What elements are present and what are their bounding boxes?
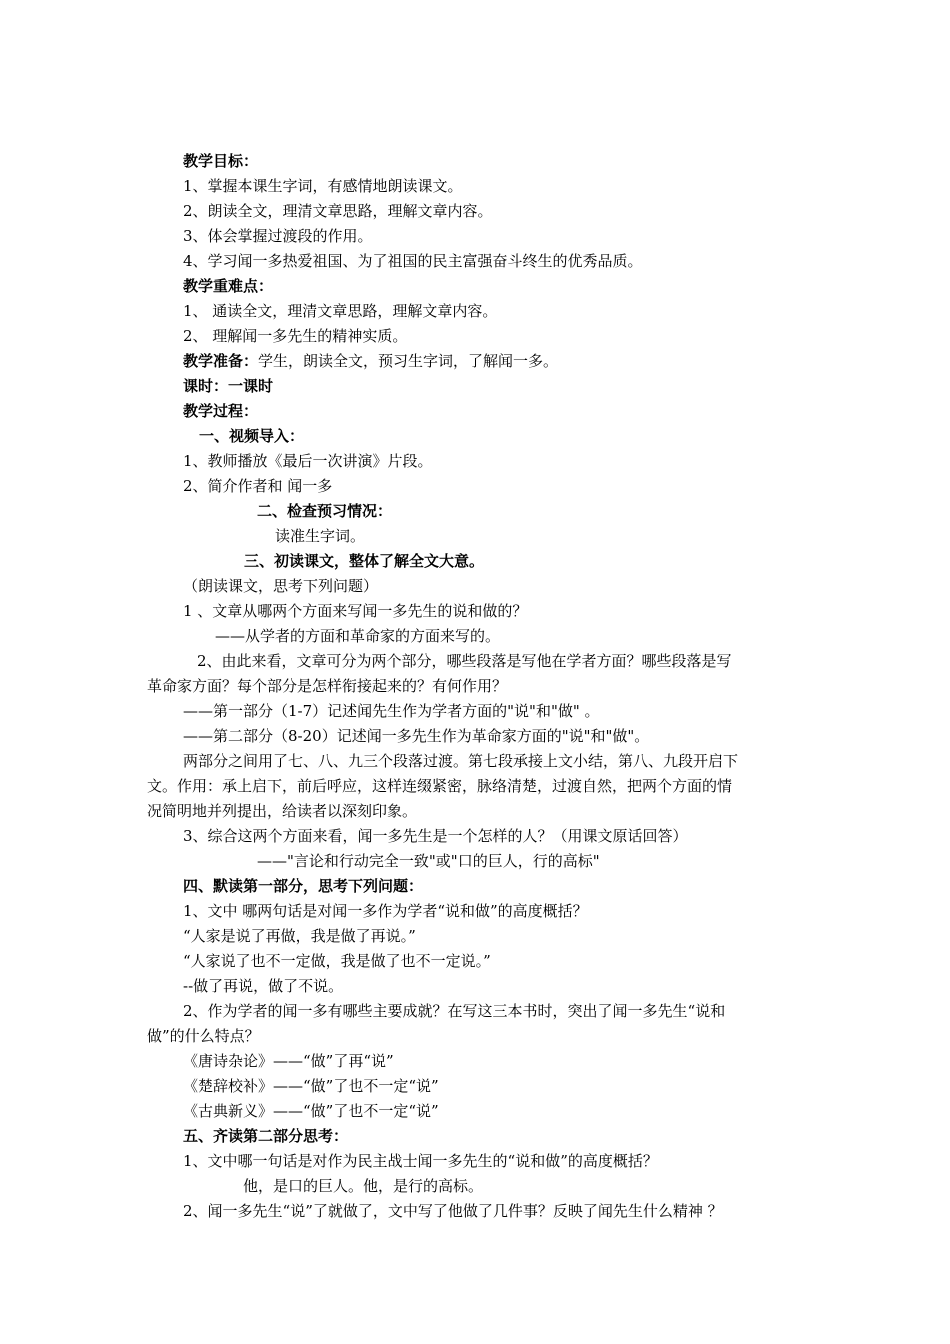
preparation-label: 教学准备： (183, 352, 259, 370)
question-line: 3、综合这两个方面来看，闻一多先生是一个怎样的人？（用课文原话回答） (183, 827, 688, 845)
section-heading-3: 三、初读课文，整体了解全文大意。 (244, 552, 485, 570)
answer-line: --做了再说，做了不说。 (183, 977, 344, 995)
question-line: 2、闻一多先生“说”了就做了，文中写了他做了几件事？反映了闻先生什么精神 ？ (183, 1202, 723, 1220)
answer-line: “人家说了也不一定做，我是做了也不一定说。” (183, 952, 491, 970)
objective-item: 4、学习闻一多热爱祖国、为了祖国的民主富强奋斗终生的优秀品质。 (183, 252, 643, 270)
objectives-heading: 教学目标： (183, 152, 259, 170)
key-points-heading: 教学重难点： (183, 277, 274, 295)
question-line: 1、文中 哪两句话是对闻一多作为学者“说和做”的高度概括？ (183, 902, 588, 920)
objective-item: 1、掌握本课生字词，有感情地朗读课文。 (183, 177, 463, 195)
preparation-text: 学生，朗读全文，预习生字词，了解闻一多。 (258, 352, 559, 370)
answer-line: 两部分之间用了七、八、九三个段落过渡。第七段承接上文小结，第八、九段开启下 (183, 752, 739, 770)
section-1-item: 1、教师播放《最后一次讲演》片段。 (183, 452, 433, 470)
answer-line: ——"言论和行动完全一致"或"口的巨人，行的高标" (257, 852, 600, 870)
process-heading: 教学过程： (183, 402, 259, 420)
period-line: 课时：一课时 (183, 377, 274, 395)
section-heading-4: 四、默读第一部分，思考下列问题： (183, 877, 424, 895)
question-line: 做”的什么特点？ (147, 1027, 260, 1045)
objective-item: 2、朗读全文，理清文章思路，理解文章内容。 (183, 202, 493, 220)
question-line: 革命家方面？每个部分是怎样衔接起来的？有何作用？ (147, 677, 508, 695)
book-line: 《楚辞校补》——“做”了也不一定“说” (183, 1077, 439, 1095)
section-heading-2: 二、检查预习情况： (257, 502, 393, 520)
section-2-text: 读准生字词。 (275, 527, 366, 545)
section-1-item: 2、简介作者和 闻一多 (183, 477, 333, 495)
book-line: 《唐诗杂论》——“做”了再“说” (183, 1052, 394, 1070)
key-point-item: 1、 通读全文，理清文章思路，理解文章内容。 (183, 302, 498, 320)
answer-line: “人家是说了再做，我是做了再说。” (183, 927, 416, 945)
key-point-item: 2、 理解闻一多先生的精神实质。 (183, 327, 408, 345)
answer-line: ——第二部分（8-20）记述闻一多先生作为革命家方面的"说"和"做"。 (183, 727, 650, 745)
question-line: 1 、文章从哪两个方面来写闻一多先生的说和做的？ (183, 602, 528, 620)
question-line: 2、由此来看，文章可分为两个部分，哪些段落是写他在学者方面？哪些段落是写 (197, 652, 732, 670)
answer-line: ——第一部分（1-7）记述闻先生作为学者方面的"说"和"做" 。 (183, 702, 600, 720)
section-heading-5: 五、齐读第二部分思考： (183, 1127, 349, 1145)
answer-line: 他，是口的巨人。他，是行的高标。 (243, 1177, 484, 1195)
book-line: 《古典新义》——“做”了也不一定“说” (183, 1102, 439, 1120)
section-3-intro: （朗读课文，思考下列问题） (183, 577, 379, 595)
answer-line: 文。作用：承上启下，前后呼应，这样连缀紧密，脉络清楚，过渡自然，把两个方面的情 (147, 777, 733, 795)
section-heading-1: 一、视频导入： (199, 427, 305, 445)
preparation-line (183, 351, 558, 371)
objective-item: 3、体会掌握过渡段的作用。 (183, 227, 373, 245)
question-line: 2、作为学者的闻一多有哪些主要成就？在写这三本书时，突出了闻一多先生“说和 (183, 1002, 726, 1020)
answer-line: 况简明地并列提出，给读者以深刻印象。 (147, 802, 418, 820)
answer-line: ——从学者的方面和革命家的方面来写的。 (215, 627, 501, 645)
question-line: 1、文中哪一句话是对作为民主战士闻一多先生的“说和做”的高度概括？ (183, 1152, 658, 1170)
